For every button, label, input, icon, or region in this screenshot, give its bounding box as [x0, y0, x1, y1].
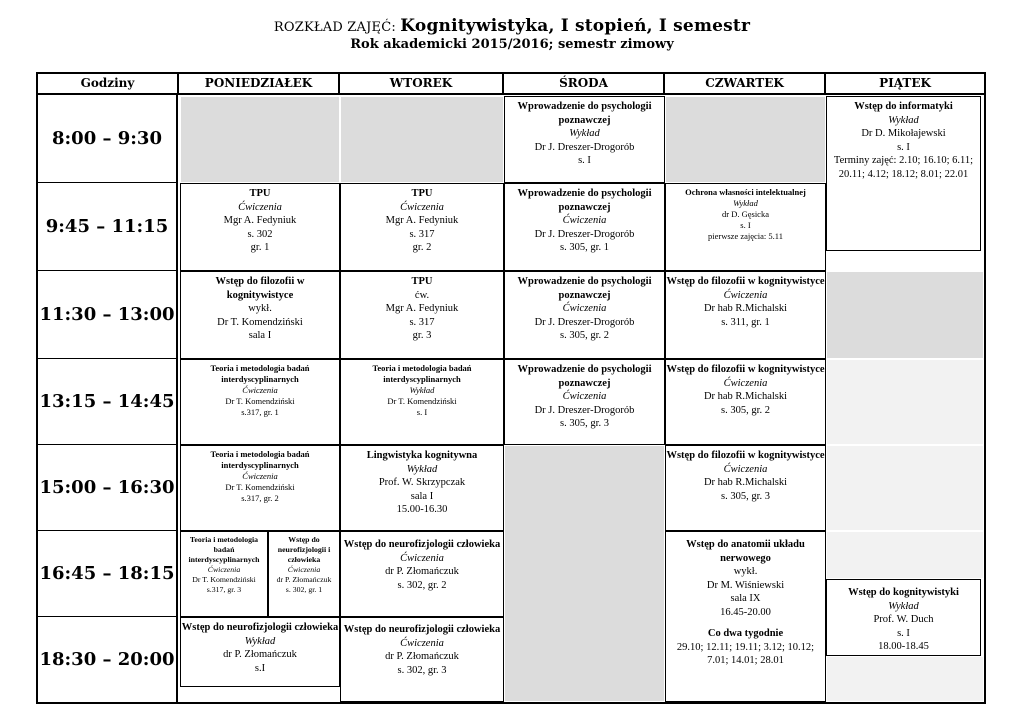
class-cell[interactable]: [180, 617, 340, 687]
time-slot-6: 16:45 – 18:15: [38, 531, 178, 617]
class-note: pierwsze zajęcia: 5.11: [708, 231, 783, 241]
class-cell[interactable]: [340, 183, 504, 271]
class-cell[interactable]: [340, 617, 504, 702]
class-type: Ćwiczenia: [238, 201, 282, 213]
schedule-grid: [36, 72, 986, 704]
class-type: Wykład: [244, 635, 276, 647]
class-teacher: Dr hab R.Michalski: [703, 303, 788, 314]
class-title: Wprowadzenie do psychologii poznawczej: [517, 101, 652, 126]
class-teacher: Mgr A. Fedyniuk: [385, 303, 459, 314]
header-monday: PONIEDZIAŁEK: [179, 74, 340, 95]
page-title-block: [0, 16, 1024, 52]
class-room: s.317, gr. 2: [241, 493, 279, 503]
class-teacher: dr P. Złomańczuk: [385, 566, 459, 577]
class-cell[interactable]: [180, 359, 340, 445]
class-type: Ćwiczenia: [562, 215, 607, 226]
empty-cell: [826, 359, 984, 445]
class-room: s. 302: [247, 228, 273, 240]
class-room: s. I: [740, 220, 751, 230]
class-type: Ćwiczenia: [400, 637, 444, 649]
class-type: Ćwiczenia: [562, 303, 607, 314]
class-teacher: dr P. Złomańczuk: [385, 651, 459, 662]
class-hours: 15.00-16.30: [396, 504, 448, 515]
class-type: Wykład: [406, 463, 438, 475]
class-cell[interactable]: [504, 359, 665, 445]
class-cell[interactable]: [826, 96, 981, 251]
class-cell[interactable]: [180, 271, 340, 359]
class-title: Wstęp do informatyki: [854, 101, 953, 112]
class-cell[interactable]: [268, 531, 340, 617]
class-type: Ćwiczenia: [723, 463, 768, 475]
class-cell[interactable]: [504, 96, 665, 183]
class-type: ćw.: [414, 289, 430, 301]
title-main: Kognitywistyka, I stopień, I semestr: [400, 16, 751, 36]
class-teacher: Dr J. Dreszer-Drogorób: [534, 316, 635, 328]
class-teacher: Dr J. Dreszer-Drogorób: [534, 404, 635, 416]
class-type: Wykład: [888, 114, 919, 126]
class-room: s. 302, gr. 1: [285, 585, 323, 594]
class-room: s. I: [416, 407, 428, 417]
empty-cell: [665, 96, 826, 183]
page-title: [0, 16, 1024, 36]
class-title: Wstęp do kognitywistyki: [848, 587, 959, 598]
class-cell[interactable]: [180, 531, 268, 617]
class-type: wykł.: [733, 566, 758, 577]
class-frequency: Co dwa tygodnie: [707, 628, 784, 639]
class-type: Ćwiczenia: [723, 289, 768, 301]
time-slot-5: 15:00 – 16:30: [38, 445, 178, 531]
class-teacher: Dr J. Dreszer-Drogorób: [534, 228, 635, 240]
class-teacher: Dr T. Komendziński: [217, 316, 303, 328]
class-cell[interactable]: [665, 183, 826, 271]
class-room: s. 311, gr. 1: [721, 316, 770, 328]
class-title: Wstęp do neurofizjologii i człowieka: [277, 535, 331, 564]
class-room: s. 305, gr. 3: [720, 490, 770, 502]
class-title: Wprowadzenie do psychologii poznawczej: [517, 364, 652, 389]
class-teacher: Mgr A. Fedyniuk: [223, 215, 297, 226]
page-subtitle: Rok akademicki 2015/2016; semestr zimowy: [350, 37, 674, 52]
title-prefix: ROZKŁAD ZAJĘĆ:: [273, 20, 396, 35]
class-room: s. 317: [409, 316, 435, 328]
class-teacher: Dr T. Komendziński: [225, 482, 295, 492]
class-cell[interactable]: [340, 531, 504, 617]
class-teacher: Dr T. Komendziński: [387, 396, 457, 406]
class-group: gr. 2: [412, 242, 432, 253]
empty-cell: [340, 96, 504, 183]
class-type: Ćwiczenia: [400, 201, 444, 213]
class-title: TPU: [411, 188, 433, 199]
class-type: Ćwiczenia: [723, 377, 768, 389]
class-type: Wykład: [888, 600, 919, 612]
header-friday: PIĄTEK: [826, 74, 984, 95]
class-teacher: Dr J. Dreszer-Drogorób: [534, 141, 635, 153]
class-cell[interactable]: [180, 445, 340, 531]
class-cell[interactable]: [340, 271, 504, 359]
class-room: s. 317: [409, 228, 435, 240]
class-room: s. 305, gr. 1: [559, 242, 609, 253]
class-group: gr. 1: [250, 242, 270, 253]
class-title: TPU: [249, 188, 271, 199]
class-cell[interactable]: [826, 579, 981, 656]
class-title: Wstęp do filozofii w kognitywistyce: [215, 276, 305, 301]
class-title: Teoria i metodologia badań interdyscyplinarnych: [210, 449, 310, 470]
class-teacher: Dr T. Komendziński: [192, 575, 256, 584]
class-teacher: dr P. Złomańczuk: [276, 575, 332, 584]
class-room: s.317, gr. 3: [206, 585, 242, 594]
class-title: Lingwistyka kognitywna: [366, 450, 478, 461]
class-room: s. I: [897, 627, 910, 639]
class-room: s.I: [254, 662, 266, 674]
header-wednesday: ŚRODA: [504, 74, 665, 95]
class-type: Ćwiczenia: [400, 552, 444, 564]
class-type: Ćwiczenia: [562, 391, 607, 402]
header-tuesday: WTOREK: [340, 74, 504, 95]
class-title: Ochrona własności intelektualnej: [685, 187, 806, 197]
class-type: Wykład: [733, 198, 758, 208]
class-type: Ćwiczenia: [242, 471, 278, 481]
class-room: s. 305, gr. 2: [720, 404, 770, 416]
time-slot-3: 11:30 – 13:00: [38, 271, 178, 359]
empty-cell: [826, 271, 984, 359]
empty-cell: [826, 445, 984, 531]
class-room: sala IX: [730, 593, 761, 604]
class-title: Teoria i metodologia badań interdyscyplinarnych: [188, 535, 260, 564]
class-cell[interactable]: [665, 531, 826, 702]
time-slot-7: 18:30 – 20:00: [38, 617, 178, 702]
class-teacher: dr D. Gęsicka: [722, 209, 769, 219]
class-room: s. 302, gr. 2: [397, 579, 447, 591]
class-room: s. 305, gr. 2: [559, 330, 609, 341]
class-title: Wstęp do anatomii układu nerwowego: [686, 539, 805, 564]
class-type: Wykład: [569, 128, 600, 139]
class-type: Wykład: [409, 385, 435, 395]
class-title: Teoria i metodologia badań interdyscyplinarnych: [372, 363, 472, 384]
class-title: Wstęp do filozofii w kognitywistyce: [666, 364, 825, 375]
class-type: wykł.: [248, 303, 272, 314]
class-type: Ćwiczenia: [242, 385, 278, 395]
class-hours: 16.45-20.00: [720, 606, 771, 618]
class-room: s. 302, gr. 3: [397, 664, 447, 676]
header-hours: Godziny: [38, 74, 179, 95]
class-dates: 29.10; 12.11; 19.11; 3.12; 10.12; 7.01; 14.01; 28.01: [676, 641, 815, 666]
class-teacher: Dr T. Komendziński: [225, 396, 295, 406]
class-teacher: Prof. W. Duch: [873, 614, 934, 625]
class-room: sala I: [410, 490, 434, 502]
class-dates: Terminy zajęć: 2.10; 16.10; 6.11; 20.11; 4.12; 18.12; 8.01; 22.01: [833, 155, 974, 180]
class-teacher: Mgr A. Fedyniuk: [385, 215, 459, 226]
class-type: Ćwiczenia: [287, 565, 321, 574]
class-teacher: Prof. W. Skrzypczak: [378, 477, 466, 488]
class-title: Wprowadzenie do psychologii poznawczej: [517, 276, 652, 301]
class-cell[interactable]: [340, 445, 504, 531]
time-slot-1: 8:00 – 9:30: [38, 95, 178, 183]
header-thursday: CZWARTEK: [665, 74, 826, 95]
class-title: Wstęp do neurofizjologii człowieka: [343, 539, 501, 550]
class-teacher: Dr D. Mikołajewski: [861, 128, 946, 139]
class-title: TPU: [411, 276, 433, 287]
class-room: s. I: [897, 141, 910, 153]
class-teacher: Dr hab R.Michalski: [703, 391, 788, 402]
time-slot-4: 13:15 – 14:45: [38, 359, 178, 445]
class-cell[interactable]: [665, 445, 826, 531]
class-cell[interactable]: [504, 271, 665, 359]
class-title: Wstęp do filozofii w kognitywistyce: [666, 450, 825, 461]
class-cell[interactable]: [180, 183, 340, 271]
class-room: s. 305, gr. 3: [559, 418, 609, 429]
class-room: s.317, gr. 1: [241, 407, 279, 417]
empty-cell: [826, 531, 984, 579]
class-teacher: Dr M. Wiśniewski: [706, 579, 785, 591]
class-cell[interactable]: [340, 359, 504, 445]
class-cell[interactable]: [665, 271, 826, 359]
class-title: Wstęp do filozofii w kognitywistyce: [666, 276, 825, 287]
class-teacher: dr P. Złomańczuk: [223, 649, 297, 660]
class-room: s. I: [578, 155, 591, 166]
class-teacher: Dr hab R.Michalski: [703, 477, 788, 488]
empty-cell: [826, 656, 984, 702]
class-cell[interactable]: [665, 359, 826, 445]
time-slot-2: 9:45 – 11:15: [38, 183, 178, 271]
empty-cell: [504, 445, 665, 702]
class-title: Wstęp do neurofizjologii człowieka: [343, 624, 501, 635]
class-title: Teoria i metodologia badań interdyscyplinarnych: [210, 363, 310, 384]
class-title: Wprowadzenie do psychologii poznawczej: [517, 188, 652, 213]
class-cell[interactable]: [504, 183, 665, 271]
class-title: Wstęp do neurofizjologii człowieka: [181, 622, 339, 633]
class-room: sala I: [248, 330, 272, 341]
class-hours: 18.00-18.45: [878, 641, 929, 652]
class-type: Ćwiczenia: [207, 565, 241, 574]
class-group: gr. 3: [412, 330, 432, 341]
empty-cell: [180, 96, 340, 183]
